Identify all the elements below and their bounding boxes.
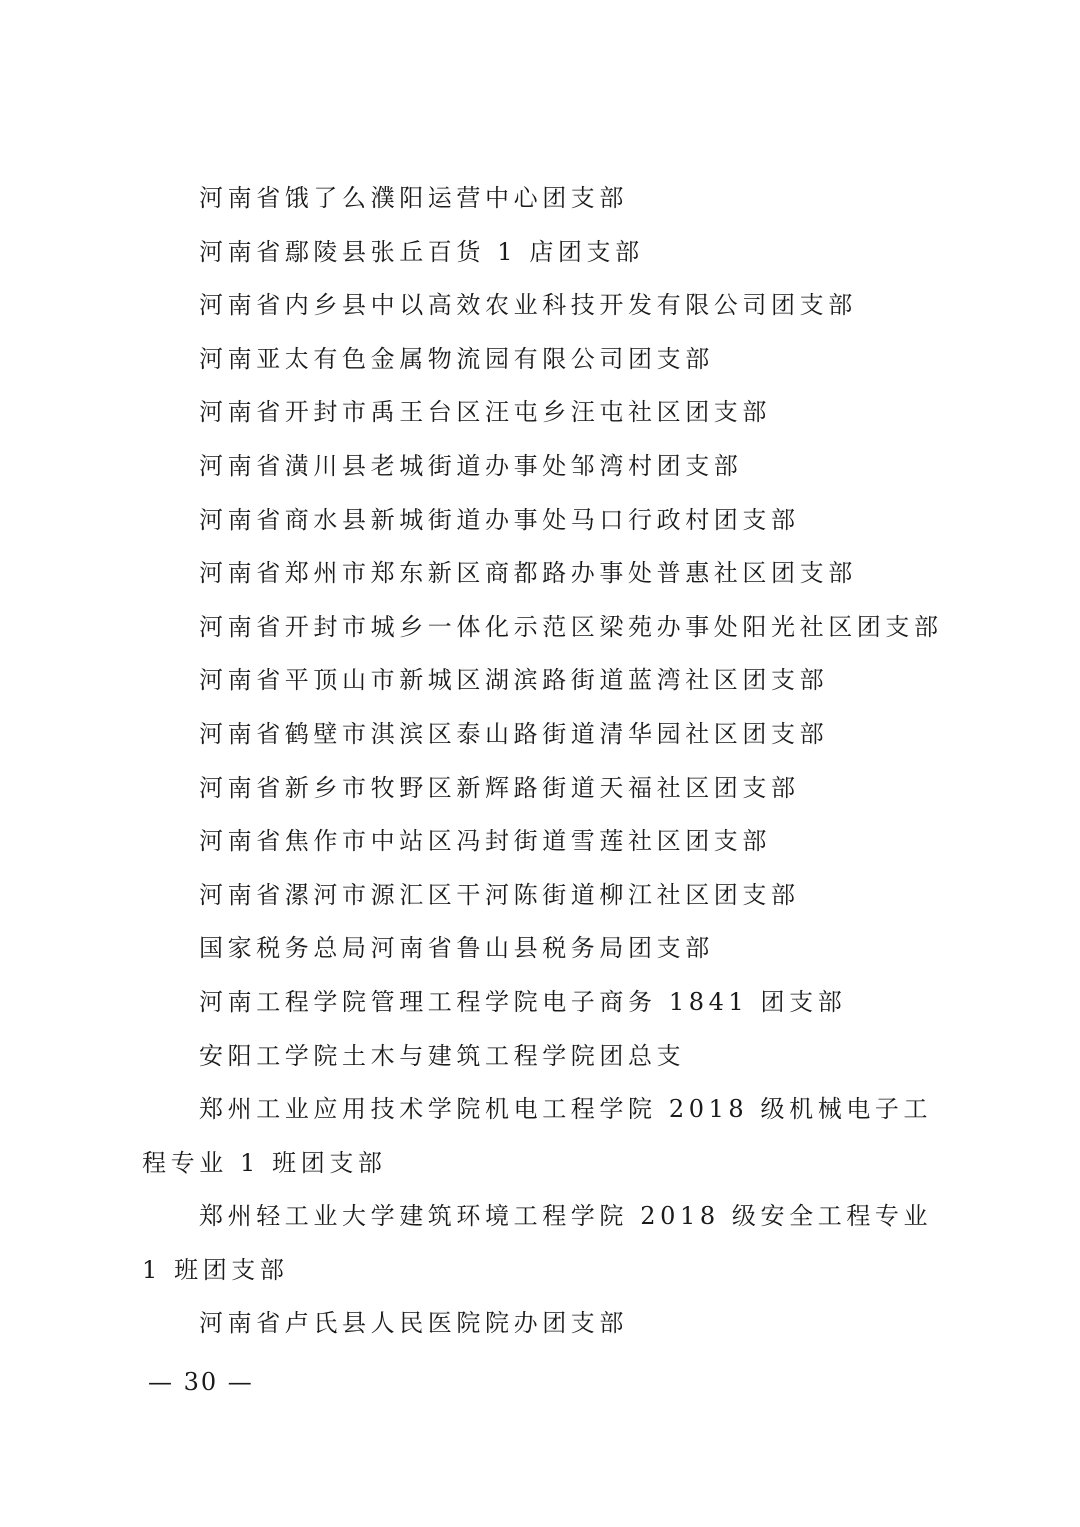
list-item: 河南省焦作市中站区冯封街道雪莲社区团支部 [199,827,771,856]
list-item: 河南省郑州市郑东新区商都路办事处普惠社区团支部 [199,559,857,588]
list-item: 河南省卢氏县人民医院院办团支部 [199,1309,628,1338]
list-item: 河南亚太有色金属物流园有限公司团支部 [199,344,714,373]
list-item: 河南省新乡市牧野区新辉路街道天福社区团支部 [199,773,800,802]
list-item: 河南省漯河市源汇区干河陈街道柳江社区团支部 [199,880,800,909]
list-item: 河南省鹤壁市淇滨区泰山路街道清华园社区团支部 [199,719,829,748]
list-item: 河南省内乡县中以高效农业科技开发有限公司团支部 [199,291,857,320]
list-item: 安阳工学院土木与建筑工程学院团总支 [199,1041,686,1070]
list-item: 河南省潢川县老城街道办事处邹湾村团支部 [199,451,743,480]
organization-list [142,172,942,1351]
list-item: 河南省饿了么濮阳运营中心团支部 [199,184,628,212]
list-item: 河南工程学院管理工程学院电子商务 1841 团支部 [199,987,847,1016]
page-number: — 30 — [148,1368,254,1396]
list-item: 河南省鄢陵县张丘百货 1 店团支部 [199,237,644,266]
list-item: 国家税务总局河南省鲁山县税务局团支部 [199,934,714,963]
list-item: 河南省开封市城乡一体化示范区梁苑办事处阳光社区团支部 [199,612,943,641]
list-item: 河南省平顶山市新城区湖滨路街道蓝湾社区团支部 [199,666,829,695]
list-item: 河南省开封市禹王台区汪屯乡汪屯社区团支部 [199,398,771,427]
list-item: 郑州轻工业大学建筑环境工程学院 2018 级安全工程专业 1 班团支部 [142,1202,933,1284]
list-item: 河南省商水县新城街道办事处马口行政村团支部 [199,505,800,534]
list-item: 郑州工业应用技术学院机电工程学院 2018 级机械电子工程专业 1 班团支部 [142,1095,933,1177]
